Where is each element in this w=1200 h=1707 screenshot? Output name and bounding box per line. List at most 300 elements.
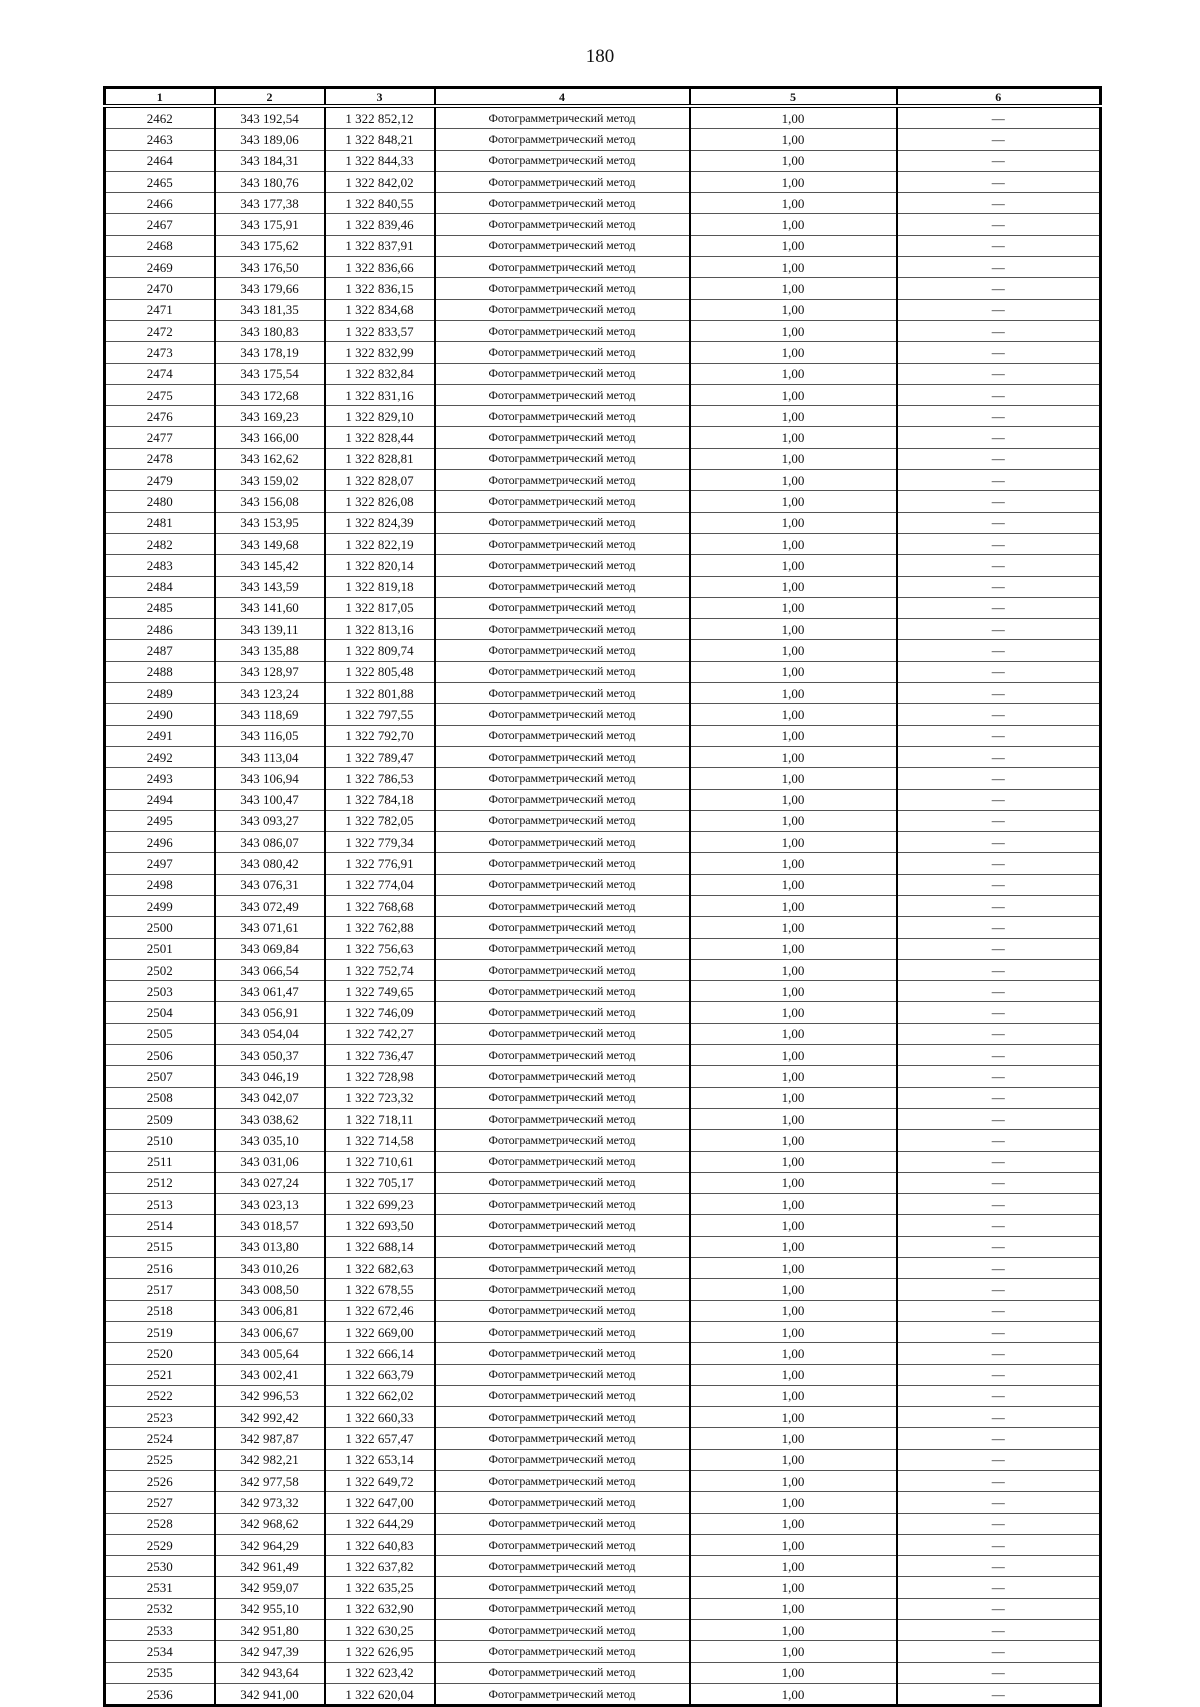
- description-cell: —: [897, 1449, 1101, 1470]
- column-header: 1: [105, 88, 215, 107]
- table-row: [105, 299, 1101, 320]
- coordinate-y-cell: 1 322 834,68: [325, 299, 435, 320]
- accuracy-cell: 1,00: [690, 1321, 897, 1342]
- coordinate-x-cell: 343 072,49: [215, 895, 325, 916]
- accuracy-cell: 1,00: [690, 106, 897, 129]
- coordinate-y-cell: 1 322 801,88: [325, 683, 435, 704]
- coordinate-y-cell: 1 322 774,04: [325, 874, 435, 895]
- description-cell: —: [897, 640, 1101, 661]
- coordinate-x-cell: 343 145,42: [215, 555, 325, 576]
- coordinate-y-cell: 1 322 705,17: [325, 1172, 435, 1193]
- table-row: [105, 193, 1101, 214]
- point-number-cell: 2512: [105, 1172, 215, 1193]
- table-row: [105, 832, 1101, 853]
- accuracy-cell: 1,00: [690, 1151, 897, 1172]
- coordinate-x-cell: 343 106,94: [215, 768, 325, 789]
- coordinate-x-cell: 343 066,54: [215, 959, 325, 980]
- description-cell: —: [897, 1534, 1101, 1555]
- accuracy-cell: 1,00: [690, 1045, 897, 1066]
- point-number-cell: 2505: [105, 1023, 215, 1044]
- accuracy-cell: 1,00: [690, 171, 897, 192]
- method-cell: Фотограмметрический метод: [435, 1087, 690, 1108]
- table-body: [105, 106, 1101, 1706]
- method-cell: Фотограмметрический метод: [435, 640, 690, 661]
- description-cell: —: [897, 555, 1101, 576]
- coordinate-y-cell: 1 322 647,00: [325, 1492, 435, 1513]
- description-cell: —: [897, 1321, 1101, 1342]
- point-number-cell: 2504: [105, 1002, 215, 1023]
- description-cell: —: [897, 1513, 1101, 1534]
- coordinate-y-cell: 1 322 833,57: [325, 320, 435, 341]
- coordinate-y-cell: 1 322 828,81: [325, 448, 435, 469]
- method-cell: Фотограмметрический метод: [435, 1300, 690, 1321]
- description-cell: —: [897, 576, 1101, 597]
- description-cell: —: [897, 1598, 1101, 1619]
- description-cell: —: [897, 1556, 1101, 1577]
- coordinate-x-cell: 343 162,62: [215, 448, 325, 469]
- description-cell: —: [897, 1343, 1101, 1364]
- table-row: [105, 448, 1101, 469]
- coordinate-y-cell: 1 322 820,14: [325, 555, 435, 576]
- coordinate-y-cell: 1 322 852,12: [325, 106, 435, 129]
- description-cell: —: [897, 1002, 1101, 1023]
- coordinate-x-cell: 342 961,49: [215, 1556, 325, 1577]
- method-cell: Фотограмметрический метод: [435, 959, 690, 980]
- table-row: [105, 150, 1101, 171]
- coordinate-y-cell: 1 322 842,02: [325, 171, 435, 192]
- description-cell: —: [897, 1492, 1101, 1513]
- accuracy-cell: 1,00: [690, 193, 897, 214]
- description-cell: —: [897, 661, 1101, 682]
- accuracy-cell: 1,00: [690, 874, 897, 895]
- accuracy-cell: 1,00: [690, 938, 897, 959]
- accuracy-cell: 1,00: [690, 257, 897, 278]
- coordinate-y-cell: 1 322 660,33: [325, 1407, 435, 1428]
- coordinate-y-cell: 1 322 784,18: [325, 789, 435, 810]
- table-row: [105, 789, 1101, 810]
- accuracy-cell: 1,00: [690, 299, 897, 320]
- method-cell: Фотограмметрический метод: [435, 832, 690, 853]
- coordinate-y-cell: 1 322 805,48: [325, 661, 435, 682]
- accuracy-cell: 1,00: [690, 853, 897, 874]
- table-row: [105, 895, 1101, 916]
- description-cell: —: [897, 235, 1101, 256]
- description-cell: —: [897, 1151, 1101, 1172]
- coordinate-y-cell: 1 322 649,72: [325, 1471, 435, 1492]
- accuracy-cell: 1,00: [690, 661, 897, 682]
- coordinate-y-cell: 1 322 832,99: [325, 342, 435, 363]
- accuracy-cell: 1,00: [690, 470, 897, 491]
- method-cell: Фотограмметрический метод: [435, 1513, 690, 1534]
- accuracy-cell: 1,00: [690, 1598, 897, 1619]
- point-number-cell: 2516: [105, 1258, 215, 1279]
- method-cell: Фотограмметрический метод: [435, 917, 690, 938]
- method-cell: Фотограмметрический метод: [435, 491, 690, 512]
- description-cell: —: [897, 1471, 1101, 1492]
- method-cell: Фотограмметрический метод: [435, 555, 690, 576]
- coordinate-y-cell: 1 322 653,14: [325, 1449, 435, 1470]
- coordinate-x-cell: 343 006,67: [215, 1321, 325, 1342]
- method-cell: Фотограмметрический метод: [435, 597, 690, 618]
- method-cell: Фотограмметрический метод: [435, 384, 690, 405]
- coordinate-x-cell: 342 992,42: [215, 1407, 325, 1428]
- table-row: [105, 1641, 1101, 1662]
- accuracy-cell: 1,00: [690, 1662, 897, 1683]
- method-cell: Фотограмметрический метод: [435, 1172, 690, 1193]
- description-cell: —: [897, 106, 1101, 129]
- accuracy-cell: 1,00: [690, 1300, 897, 1321]
- coordinate-x-cell: 343 180,76: [215, 171, 325, 192]
- table-row: [105, 1598, 1101, 1619]
- accuracy-cell: 1,00: [690, 1002, 897, 1023]
- coordinate-y-cell: 1 322 837,91: [325, 235, 435, 256]
- table-row: [105, 470, 1101, 491]
- point-number-cell: 2518: [105, 1300, 215, 1321]
- coordinate-y-cell: 1 322 749,65: [325, 981, 435, 1002]
- method-cell: Фотограмметрический метод: [435, 895, 690, 916]
- table-row: [105, 597, 1101, 618]
- coordinate-x-cell: 343 153,95: [215, 512, 325, 533]
- coordinate-x-cell: 343 013,80: [215, 1236, 325, 1257]
- description-cell: —: [897, 1683, 1101, 1705]
- point-number-cell: 2500: [105, 917, 215, 938]
- point-number-cell: 2535: [105, 1662, 215, 1683]
- method-cell: Фотограмметрический метод: [435, 1683, 690, 1705]
- method-cell: Фотограмметрический метод: [435, 406, 690, 427]
- method-cell: Фотограмметрический метод: [435, 789, 690, 810]
- table-row: [105, 363, 1101, 384]
- accuracy-cell: 1,00: [690, 789, 897, 810]
- description-cell: —: [897, 1662, 1101, 1683]
- accuracy-cell: 1,00: [690, 619, 897, 640]
- method-cell: Фотограмметрический метод: [435, 1066, 690, 1087]
- point-number-cell: 2536: [105, 1683, 215, 1705]
- point-number-cell: 2528: [105, 1513, 215, 1534]
- method-cell: Фотограмметрический метод: [435, 938, 690, 959]
- table-row: [105, 1407, 1101, 1428]
- point-number-cell: 2497: [105, 853, 215, 874]
- point-number-cell: 2493: [105, 768, 215, 789]
- method-cell: Фотограмметрический метод: [435, 576, 690, 597]
- table-row: [105, 1258, 1101, 1279]
- table-row: [105, 853, 1101, 874]
- coordinate-x-cell: 342 982,21: [215, 1449, 325, 1470]
- table-row: [105, 938, 1101, 959]
- table-row: [105, 1449, 1101, 1470]
- accuracy-cell: 1,00: [690, 512, 897, 533]
- table-row: [105, 1023, 1101, 1044]
- coordinate-y-cell: 1 322 693,50: [325, 1215, 435, 1236]
- description-cell: —: [897, 512, 1101, 533]
- coordinate-x-cell: 343 149,68: [215, 533, 325, 554]
- coordinate-x-cell: 343 010,26: [215, 1258, 325, 1279]
- coordinate-x-cell: 343 139,11: [215, 619, 325, 640]
- table-row: [105, 1130, 1101, 1151]
- point-number-cell: 2464: [105, 150, 215, 171]
- point-number-cell: 2490: [105, 704, 215, 725]
- table-row: [105, 1343, 1101, 1364]
- accuracy-cell: 1,00: [690, 1108, 897, 1129]
- table-row: [105, 278, 1101, 299]
- description-cell: —: [897, 1577, 1101, 1598]
- description-cell: —: [897, 959, 1101, 980]
- coordinate-y-cell: 1 322 809,74: [325, 640, 435, 661]
- coordinate-x-cell: 343 008,50: [215, 1279, 325, 1300]
- coordinate-x-cell: 342 968,62: [215, 1513, 325, 1534]
- point-number-cell: 2508: [105, 1087, 215, 1108]
- coordinate-y-cell: 1 322 669,00: [325, 1321, 435, 1342]
- point-number-cell: 2530: [105, 1556, 215, 1577]
- accuracy-cell: 1,00: [690, 1534, 897, 1555]
- coordinate-y-cell: 1 322 762,88: [325, 917, 435, 938]
- coordinate-x-cell: 343 123,24: [215, 683, 325, 704]
- method-cell: Фотограмметрический метод: [435, 1045, 690, 1066]
- method-cell: Фотограмметрический метод: [435, 1385, 690, 1406]
- accuracy-cell: 1,00: [690, 1513, 897, 1534]
- table-row: [105, 512, 1101, 533]
- table-row: [105, 704, 1101, 725]
- description-cell: —: [897, 470, 1101, 491]
- coordinate-x-cell: 343 176,50: [215, 257, 325, 278]
- accuracy-cell: 1,00: [690, 235, 897, 256]
- coordinate-x-cell: 342 955,10: [215, 1598, 325, 1619]
- coordinate-y-cell: 1 322 786,53: [325, 768, 435, 789]
- point-number-cell: 2524: [105, 1428, 215, 1449]
- description-cell: —: [897, 1407, 1101, 1428]
- table-row: [105, 1471, 1101, 1492]
- table-row: [105, 320, 1101, 341]
- coordinate-y-cell: 1 322 768,68: [325, 895, 435, 916]
- accuracy-cell: 1,00: [690, 981, 897, 1002]
- table-row: [105, 1364, 1101, 1385]
- table-row: [105, 725, 1101, 746]
- coordinate-x-cell: 343 166,00: [215, 427, 325, 448]
- accuracy-cell: 1,00: [690, 1577, 897, 1598]
- table-row: [105, 959, 1101, 980]
- point-number-cell: 2515: [105, 1236, 215, 1257]
- accuracy-cell: 1,00: [690, 555, 897, 576]
- coordinate-x-cell: 342 943,64: [215, 1662, 325, 1683]
- table-row: [105, 1428, 1101, 1449]
- coordinate-x-cell: 342 977,58: [215, 1471, 325, 1492]
- coordinate-x-cell: 343 118,69: [215, 704, 325, 725]
- description-cell: —: [897, 427, 1101, 448]
- description-cell: —: [897, 1023, 1101, 1044]
- coordinate-y-cell: 1 322 789,47: [325, 746, 435, 767]
- method-cell: Фотограмметрический метод: [435, 1620, 690, 1641]
- coordinate-x-cell: 342 987,87: [215, 1428, 325, 1449]
- method-cell: Фотограмметрический метод: [435, 1279, 690, 1300]
- point-number-cell: 2472: [105, 320, 215, 341]
- description-cell: —: [897, 810, 1101, 831]
- table-row: [105, 981, 1101, 1002]
- coordinate-y-cell: 1 322 710,61: [325, 1151, 435, 1172]
- point-number-cell: 2496: [105, 832, 215, 853]
- coordinate-x-cell: 343 172,68: [215, 384, 325, 405]
- point-number-cell: 2527: [105, 1492, 215, 1513]
- method-cell: Фотограмметрический метод: [435, 299, 690, 320]
- table-row: [105, 406, 1101, 427]
- accuracy-cell: 1,00: [690, 917, 897, 938]
- accuracy-cell: 1,00: [690, 278, 897, 299]
- description-cell: —: [897, 917, 1101, 938]
- accuracy-cell: 1,00: [690, 1194, 897, 1215]
- description-cell: —: [897, 1066, 1101, 1087]
- description-cell: —: [897, 1364, 1101, 1385]
- point-number-cell: 2510: [105, 1130, 215, 1151]
- accuracy-cell: 1,00: [690, 895, 897, 916]
- coordinate-y-cell: 1 322 718,11: [325, 1108, 435, 1129]
- accuracy-cell: 1,00: [690, 832, 897, 853]
- method-cell: Фотограмметрический метод: [435, 704, 690, 725]
- point-number-cell: 2507: [105, 1066, 215, 1087]
- coordinate-x-cell: 343 005,64: [215, 1343, 325, 1364]
- coordinate-y-cell: 1 322 663,79: [325, 1364, 435, 1385]
- description-cell: —: [897, 1279, 1101, 1300]
- accuracy-cell: 1,00: [690, 1492, 897, 1513]
- column-header: 5: [690, 88, 897, 107]
- point-number-cell: 2462: [105, 106, 215, 129]
- coordinate-y-cell: 1 322 844,33: [325, 150, 435, 171]
- method-cell: Фотограмметрический метод: [435, 1471, 690, 1492]
- coordinate-y-cell: 1 322 723,32: [325, 1087, 435, 1108]
- coordinate-x-cell: 343 179,66: [215, 278, 325, 299]
- coordinate-x-cell: 343 192,54: [215, 106, 325, 129]
- table-row: [105, 1513, 1101, 1534]
- coordinate-y-cell: 1 322 836,66: [325, 257, 435, 278]
- coordinate-x-cell: 343 042,07: [215, 1087, 325, 1108]
- coordinate-x-cell: 343 159,02: [215, 470, 325, 491]
- point-number-cell: 2526: [105, 1471, 215, 1492]
- method-cell: Фотограмметрический метод: [435, 106, 690, 129]
- coordinates-table: [103, 86, 1102, 1707]
- coordinate-x-cell: 343 006,81: [215, 1300, 325, 1321]
- description-cell: —: [897, 171, 1101, 192]
- point-number-cell: 2483: [105, 555, 215, 576]
- description-cell: —: [897, 938, 1101, 959]
- point-number-cell: 2470: [105, 278, 215, 299]
- coordinate-y-cell: 1 322 699,23: [325, 1194, 435, 1215]
- table-row: [105, 427, 1101, 448]
- coordinate-x-cell: 343 069,84: [215, 938, 325, 959]
- table-row: [105, 1385, 1101, 1406]
- point-number-cell: 2479: [105, 470, 215, 491]
- method-cell: Фотограмметрический метод: [435, 1343, 690, 1364]
- description-cell: —: [897, 384, 1101, 405]
- method-cell: Фотограмметрический метод: [435, 768, 690, 789]
- accuracy-cell: 1,00: [690, 1641, 897, 1662]
- coordinate-x-cell: 343 093,27: [215, 810, 325, 831]
- point-number-cell: 2476: [105, 406, 215, 427]
- table-row: [105, 768, 1101, 789]
- method-cell: Фотограмметрический метод: [435, 1556, 690, 1577]
- description-cell: —: [897, 683, 1101, 704]
- table-row: [105, 1683, 1101, 1705]
- accuracy-cell: 1,00: [690, 1620, 897, 1641]
- table-row: [105, 619, 1101, 640]
- point-number-cell: 2467: [105, 214, 215, 235]
- method-cell: Фотограмметрический метод: [435, 619, 690, 640]
- accuracy-cell: 1,00: [690, 1236, 897, 1257]
- description-cell: —: [897, 1087, 1101, 1108]
- point-number-cell: 2506: [105, 1045, 215, 1066]
- point-number-cell: 2473: [105, 342, 215, 363]
- method-cell: Фотограмметрический метод: [435, 193, 690, 214]
- method-cell: Фотограмметрический метод: [435, 1598, 690, 1619]
- method-cell: Фотограмметрический метод: [435, 1641, 690, 1662]
- table-row: [105, 1300, 1101, 1321]
- coordinate-x-cell: 343 035,10: [215, 1130, 325, 1151]
- coordinate-x-cell: 343 175,91: [215, 214, 325, 235]
- accuracy-cell: 1,00: [690, 320, 897, 341]
- point-number-cell: 2511: [105, 1151, 215, 1172]
- coordinate-x-cell: 343 178,19: [215, 342, 325, 363]
- point-number-cell: 2466: [105, 193, 215, 214]
- description-cell: —: [897, 1130, 1101, 1151]
- coordinate-y-cell: 1 322 822,19: [325, 533, 435, 554]
- coordinate-x-cell: 343 175,54: [215, 363, 325, 384]
- description-cell: —: [897, 320, 1101, 341]
- coordinate-y-cell: 1 322 620,04: [325, 1683, 435, 1705]
- coordinate-y-cell: 1 322 848,21: [325, 129, 435, 150]
- coordinate-x-cell: 342 973,32: [215, 1492, 325, 1513]
- point-number-cell: 2487: [105, 640, 215, 661]
- point-number-cell: 2525: [105, 1449, 215, 1470]
- accuracy-cell: 1,00: [690, 491, 897, 512]
- coordinate-y-cell: 1 322 836,15: [325, 278, 435, 299]
- table-row: [105, 1172, 1101, 1193]
- description-cell: —: [897, 746, 1101, 767]
- coordinate-y-cell: 1 322 632,90: [325, 1598, 435, 1619]
- coordinate-y-cell: 1 322 637,82: [325, 1556, 435, 1577]
- description-cell: —: [897, 448, 1101, 469]
- accuracy-cell: 1,00: [690, 704, 897, 725]
- accuracy-cell: 1,00: [690, 1556, 897, 1577]
- point-number-cell: 2521: [105, 1364, 215, 1385]
- table-row: [105, 257, 1101, 278]
- coordinate-y-cell: 1 322 728,98: [325, 1066, 435, 1087]
- coordinate-x-cell: 343 113,04: [215, 746, 325, 767]
- point-number-cell: 2491: [105, 725, 215, 746]
- method-cell: Фотограмметрический метод: [435, 533, 690, 554]
- coordinate-x-cell: 343 141,60: [215, 597, 325, 618]
- table-row: [105, 1577, 1101, 1598]
- description-cell: —: [897, 193, 1101, 214]
- method-cell: Фотограмметрический метод: [435, 342, 690, 363]
- coordinate-y-cell: 1 322 824,39: [325, 512, 435, 533]
- accuracy-cell: 1,00: [690, 1258, 897, 1279]
- point-number-cell: 2469: [105, 257, 215, 278]
- point-number-cell: 2480: [105, 491, 215, 512]
- point-number-cell: 2481: [105, 512, 215, 533]
- accuracy-cell: 1,00: [690, 342, 897, 363]
- coordinate-y-cell: 1 322 644,29: [325, 1513, 435, 1534]
- point-number-cell: 2517: [105, 1279, 215, 1300]
- coordinate-y-cell: 1 322 635,25: [325, 1577, 435, 1598]
- coordinate-x-cell: 343 056,91: [215, 1002, 325, 1023]
- point-number-cell: 2465: [105, 171, 215, 192]
- method-cell: Фотограмметрический метод: [435, 1194, 690, 1215]
- method-cell: Фотограмметрический метод: [435, 278, 690, 299]
- description-cell: —: [897, 299, 1101, 320]
- coordinate-x-cell: 343 080,42: [215, 853, 325, 874]
- description-cell: —: [897, 1258, 1101, 1279]
- accuracy-cell: 1,00: [690, 1407, 897, 1428]
- table-row: [105, 1321, 1101, 1342]
- table-row: [105, 1194, 1101, 1215]
- description-cell: —: [897, 533, 1101, 554]
- table-row: [105, 171, 1101, 192]
